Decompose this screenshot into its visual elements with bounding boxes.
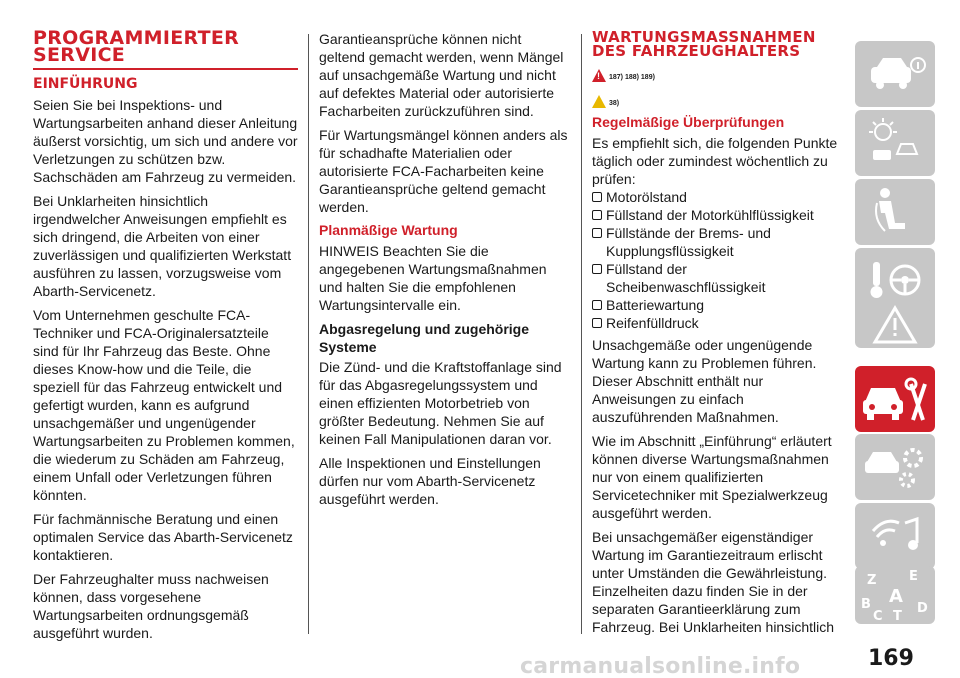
car-maintenance-icon — [855, 366, 935, 432]
heading-emission-control: Abgasregelung und zugehörige Systeme — [319, 321, 530, 355]
checkbox-icon — [592, 318, 602, 328]
list-item: Batteriewartung — [592, 296, 844, 314]
paragraph: Für Wartungsmängel können anders als für schadhafte Materialien oder autorisierte FCA-Facharbeiten keine Garantieansprüche geltend gemacht werden. — [319, 127, 568, 215]
paragraph: Garantieansprüche können nicht geltend gemacht werden, wenn Mängel auf unsachgemäße Wartung und nicht auf defektes Material oder autorisierte Facharbeiten zurückzuführen sind. — [319, 31, 564, 119]
checkbox-icon — [592, 228, 602, 238]
caution-refs-text: 38) — [609, 100, 620, 107]
paragraph-note: HINWEIS Beachten Sie die angegebenen Wartungsmaßnahmen und halten Sie die empfohlenen Wartungsintervalle ein. — [319, 243, 547, 313]
caution-references — [592, 86, 844, 108]
paragraph: Wie im Abschnitt „Einführung“ erläutert können diverse Wartungsmaßnahmen nur von einem qualifizierten Servicetechniker mit Spezialwerkzeug ausgeführt werden. — [592, 433, 832, 521]
checkbox-icon — [592, 300, 602, 310]
heading-planned-maintenance: Planmäßige Wartung — [319, 222, 458, 238]
chapter-tab-index[interactable] — [855, 566, 935, 624]
column-divider — [308, 34, 309, 634]
list-item: Reifenfülldruck — [592, 314, 844, 332]
paragraph: Der Fahrzeughalter muss nachweisen können, dass vorgesehene Wartungsarbeiten ordnungsgemäß ausgeführt wurden. — [33, 571, 269, 641]
checkbox-icon — [592, 210, 602, 220]
heading-regular-checks: Regelmäßige Überprüfungen — [592, 114, 785, 130]
title-underline — [33, 68, 298, 70]
paragraph: Für fachmännische Beratung und einen optimalen Service das Abarth-Servicenetz kontaktieren. — [33, 511, 293, 563]
caution-triangle-icon — [592, 95, 606, 108]
watermark: carmanualsonline.info — [520, 654, 801, 678]
multimedia-icon — [855, 503, 935, 569]
chapter-tab-safety[interactable] — [855, 179, 935, 245]
dashboard-lights-icon — [855, 110, 935, 176]
paragraph: Unsachgemäße oder ungenügende Wartung kann zu Problemen führen. Dieser Abschnitt enthält nur Anweisungen zu einfach auszuführenden Maßnahmen. — [592, 337, 817, 425]
svg-text:A: A — [889, 586, 903, 607]
subsection-title-introduction: EINFÜHRUNG — [33, 76, 138, 92]
paragraph: Seien Sie bei Inspektions- und Wartungsarbeiten anhand dieser Anleitung äußerst vorsichtig, um sich und andere vor Verletzungen zu schützen bzw. Sachschäden am Fahrzeug zu vermeiden. — [33, 97, 298, 185]
svg-text:B: B — [861, 597, 871, 612]
chapter-tab-technical-data[interactable] — [855, 434, 935, 500]
list-item: Füllstand der Motorkühlflüssigkeit — [592, 206, 844, 224]
list-item: Motorölstand — [592, 188, 844, 206]
chapter-tab-emergency[interactable] — [855, 300, 935, 348]
paragraph: Bei unsachgemäßer eigenständiger Wartung im Garantiezeitraum erlischt unter Umständen die Gewährleistung. Einzelheiten dazu finden Sie in der separaten Garantieerklärung zum Fahrzeug. Bei Unklarheiten hinsichtlich — [592, 529, 835, 635]
warning-references — [592, 60, 844, 82]
list-item: Füllstände der Brems- und Kupplungsflüssigkeit — [592, 224, 844, 260]
svg-text:E: E — [909, 569, 918, 584]
checkbox-icon — [592, 192, 602, 202]
list-item: Füllstand der Scheibenwaschflüssigkeit — [592, 260, 844, 296]
paragraph: Die Zünd- und die Kraftstoffanlage sind für das Abgasregelungssystem und einen effizienten Motorbetrieb von größter Bedeutung. Nehmen Sie auf keinen Fall Manipulationen daran vor. — [319, 359, 562, 447]
warning-breakdown-icon — [855, 300, 935, 348]
column-2 — [319, 30, 571, 514]
checklist — [592, 188, 844, 332]
technical-data-icon — [855, 434, 935, 500]
car-info-icon — [855, 41, 935, 107]
column-divider — [581, 34, 582, 634]
paragraph: Alle Inspektionen und Einstellungen dürfen nur vom Abarth-Servicenetz ausgeführt werden. — [319, 455, 541, 507]
section-title-programmed-service: PROGRAMMIERTER SERVICE — [33, 27, 240, 66]
column-1 — [33, 27, 298, 648]
chapter-tab-maintenance[interactable] — [855, 366, 935, 432]
paragraph: Bei Unklarheiten hinsichtlich irgendwelcher Anweisungen empfiehlt es sich dringend, die Arbeiten von einer zuverlässigen und qualifizierten Werkstatt ausführen zu lassen, vorzugsweise vom Abarth-Servicenetz. — [33, 193, 292, 299]
svg-text:T: T — [893, 609, 902, 624]
paragraph-intro: Es empfiehlt sich, die folgenden Punkte täglich oder zumindest wöchentlich zu prüfen: — [592, 135, 838, 187]
chapter-tab-car-info[interactable] — [855, 41, 935, 107]
chapter-tab-dashboard[interactable] — [855, 110, 935, 176]
svg-text:Z: Z — [867, 573, 877, 588]
section-title-owner-maintenance: WARTUNGSMASSNAHMEN DES FAHRZEUGHALTERS — [592, 28, 816, 60]
svg-text:C: C — [873, 609, 883, 624]
paragraph: Vom Unternehmen geschulte FCA-Techniker und FCA-Originalersatzteile sind für Ihr Fahrzeug das Beste. Ohne dieses Know-how und die Teile, die speziell für das Fahrzeug entwickelt und gefertigt wurden, kann es aufgrund unsachgemäßer und ungenügender Wartungsarbeiten zu Problemen kommen, die wiederum zu Schäden am Fahrzeug, einem Unfall oder Verletzungen führen könnten. — [33, 307, 295, 503]
svg-text:D: D — [917, 601, 928, 616]
seat-safety-icon — [855, 179, 935, 245]
alphabetical-index-icon — [855, 566, 935, 624]
warning-triangle-icon — [592, 69, 606, 82]
warning-refs-text: 187) 188) 189) — [609, 74, 655, 81]
chapter-tab-multimedia[interactable] — [855, 503, 935, 569]
checkbox-icon — [592, 264, 602, 274]
column-3 — [592, 30, 844, 642]
page-number: 169 — [868, 646, 914, 671]
